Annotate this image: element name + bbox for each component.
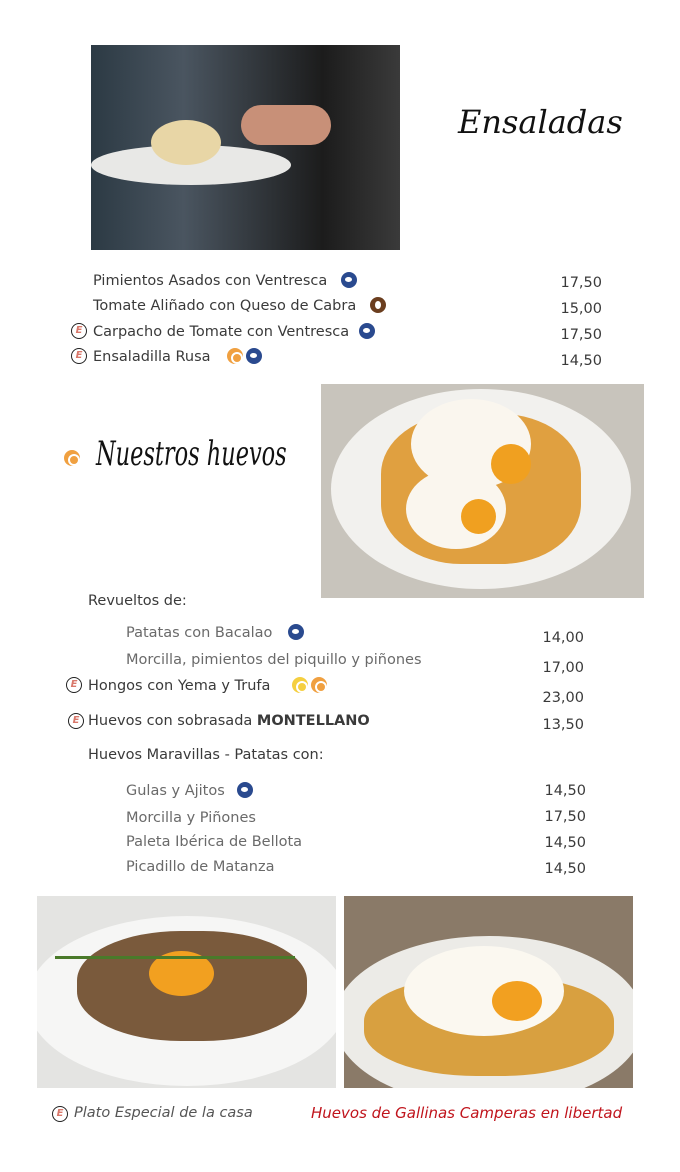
cheese-icon [370, 297, 386, 313]
item-price: 17,50 [544, 809, 586, 825]
special-dish-icon: E [71, 323, 87, 339]
maravillas-heading: Huevos Maravillas - Patatas con: [88, 747, 324, 763]
menu-item: Paleta Ibérica de Bellota [126, 834, 303, 850]
menu-item: Picadillo de Matanza [126, 859, 275, 875]
section-title-huevos: Nuestros huevos [96, 434, 287, 474]
item-price: 15,00 [560, 301, 602, 317]
item-price: 23,00 [542, 690, 584, 706]
item-price: 17,50 [560, 275, 602, 291]
item-price: 17,50 [560, 327, 602, 343]
item-price: 14,00 [542, 630, 584, 646]
menu-item: Morcilla, pimientos del piquillo y piñones [126, 652, 422, 668]
special-dish-icon: E [52, 1106, 68, 1122]
menu-item [93, 323, 375, 341]
egg-yolk-icon [292, 677, 308, 693]
legend-special-dish: Plato Especial de la casa [74, 1105, 253, 1121]
menu-item [93, 272, 357, 290]
item-price: 14,50 [544, 835, 586, 851]
special-dish-icon: E [71, 348, 87, 364]
item-price: 14,50 [544, 861, 586, 877]
brand-name: MONTELLANO [256, 713, 370, 729]
fish-icon [341, 272, 357, 288]
item-price: 13,50 [542, 717, 584, 733]
fish-icon [288, 624, 304, 640]
menu-item [126, 624, 304, 642]
egg-icon [227, 348, 243, 364]
menu-item [126, 782, 253, 800]
menu-item [93, 348, 262, 366]
fried-egg-photo [344, 896, 633, 1088]
item-name: Hongos con Yema y Trufa [88, 678, 271, 694]
mushrooms-photo [37, 896, 336, 1088]
item-name: Carpacho de Tomate con Ventresca [93, 324, 350, 340]
legend-free-range-eggs: Huevos de Gallinas Camperas en libertad [311, 1104, 623, 1122]
menu-item: Morcilla y Piñones [126, 810, 256, 826]
egg-icon [311, 677, 327, 693]
item-price: 14,50 [560, 353, 602, 369]
egg-icon [64, 450, 80, 466]
item-price: 14,50 [544, 783, 586, 799]
special-dish-icon: E [66, 677, 82, 693]
item-price: 17,00 [542, 660, 584, 676]
item-name: Huevos con sobrasada [88, 713, 257, 729]
revueltos-heading: Revueltos de: [88, 593, 187, 609]
special-dish-icon: E [68, 713, 84, 729]
menu-item [93, 297, 386, 315]
eggs-photo [321, 384, 644, 598]
item-name: Patatas con Bacalao [126, 625, 273, 641]
item-name: Ensaladilla Rusa [93, 349, 211, 365]
menu-item [88, 677, 327, 695]
fish-icon [237, 782, 253, 798]
menu-item [88, 712, 370, 730]
item-name: Tomate Aliñado con Queso de Cabra [93, 298, 357, 314]
section-title-ensaladas: Ensaladas [458, 103, 623, 141]
fish-icon [359, 323, 375, 339]
salad-photo [91, 45, 400, 250]
fish-icon [246, 348, 262, 364]
item-name: Gulas y Ajitos [126, 783, 225, 799]
item-name: Pimientos Asados con Ventresca [93, 273, 328, 289]
